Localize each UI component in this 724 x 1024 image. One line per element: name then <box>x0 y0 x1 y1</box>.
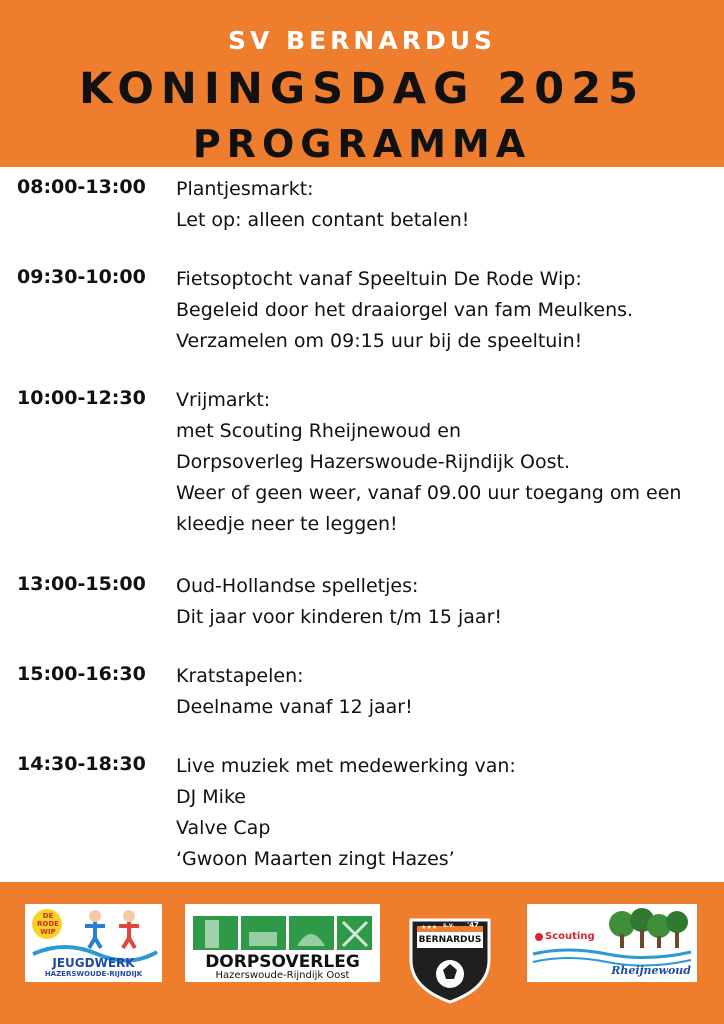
schedule-line: ‘Gwoon Maarten zingt Hazes’ <box>176 848 455 870</box>
scouting-lily-icon <box>535 933 543 941</box>
schedule-time: 13:00-15:00 <box>17 573 146 595</box>
schedule-line: Dorpsoverleg Hazerswoude-Rijndijk Oost. <box>176 451 571 473</box>
header-banner <box>0 0 724 167</box>
dorpsoverleg-logo <box>185 904 380 982</box>
schedule-line: Weer of geen weer, vanaf 09.00 uur toegang om een <box>176 482 682 504</box>
page-title: KONINGSDAG 2025 <box>78 64 646 114</box>
schedule-line: met Scouting Rheijnewoud en <box>176 420 461 442</box>
bernardus-year: '47 <box>467 921 479 929</box>
schedule-item <box>0 751 724 875</box>
schedule-item <box>0 385 724 571</box>
schedule-line: kleedje neer te leggen! <box>176 513 398 535</box>
schedule-line: Let op: alleen contant betalen! <box>176 209 470 231</box>
schedule-time: 10:00-12:30 <box>17 387 146 409</box>
page-subtitle: PROGRAMMA <box>192 122 532 166</box>
schedule-item <box>0 661 724 751</box>
schedule-list <box>0 174 724 875</box>
water-tower-icon <box>185 904 380 954</box>
schedule-line: Verzamelen om 09:15 uur bij de speeltuin! <box>176 330 583 352</box>
schedule-line: Dit jaar voor kinderen t/m 15 jaar! <box>176 606 503 628</box>
schedule-line: Plantjesmarkt: <box>176 178 314 200</box>
sponsor-footer <box>0 882 724 1024</box>
bernardus-name: BERNARDUS <box>418 935 482 945</box>
jeugdwerk-logo <box>25 904 162 982</box>
jeugdwerk-top-text: DE RODE WIP <box>37 912 59 936</box>
schedule-line: Begeleid door het draaiorgel van fam Meulkens. <box>176 299 634 321</box>
scouting-place: Rheijnewoud <box>611 964 691 977</box>
schedule-line: Oud-Hollandse spelletjes: <box>176 575 419 597</box>
schedule-line: Fietsoptocht vanaf Speeltuin De Rode Wip: <box>176 268 582 290</box>
schedule-item <box>0 571 724 661</box>
schedule-item <box>0 264 724 385</box>
football-icon <box>405 904 495 1004</box>
scouting-name: Scouting <box>545 931 595 942</box>
schedule-line: Kratstapelen: <box>176 665 304 687</box>
dorpsoverleg-place: Hazerswoude-Rijndijk Oost <box>215 970 350 981</box>
bernardus-logo <box>405 904 495 982</box>
bernardus-prefix: s.v. <box>443 922 455 929</box>
club-name: SV BERNARDUS <box>227 26 497 55</box>
schedule-line: Live muziek met medewerking van: <box>176 755 516 777</box>
jeugdwerk-name: JEUGDWERK <box>52 956 135 970</box>
scouting-logo <box>527 904 697 982</box>
schedule-time: 15:00-16:30 <box>17 663 146 685</box>
schedule-item <box>0 174 724 264</box>
schedule-line: DJ Mike <box>176 786 246 808</box>
schedule-time: 08:00-13:00 <box>17 176 146 198</box>
schedule-line: Deelname vanaf 12 jaar! <box>176 696 413 718</box>
jeugdwerk-place: HAZERSWOUDE-RIJNDIJK <box>44 970 143 978</box>
schedule-line: Valve Cap <box>176 817 271 839</box>
schedule-time: 14:30-18:30 <box>17 753 146 775</box>
schedule-time: 09:30-10:00 <box>17 266 146 288</box>
svg-text:★★★: ★★★ <box>421 924 438 931</box>
schedule-line: Vrijmarkt: <box>176 389 271 411</box>
dorpsoverleg-name: DORPSOVERLEG <box>205 952 360 972</box>
